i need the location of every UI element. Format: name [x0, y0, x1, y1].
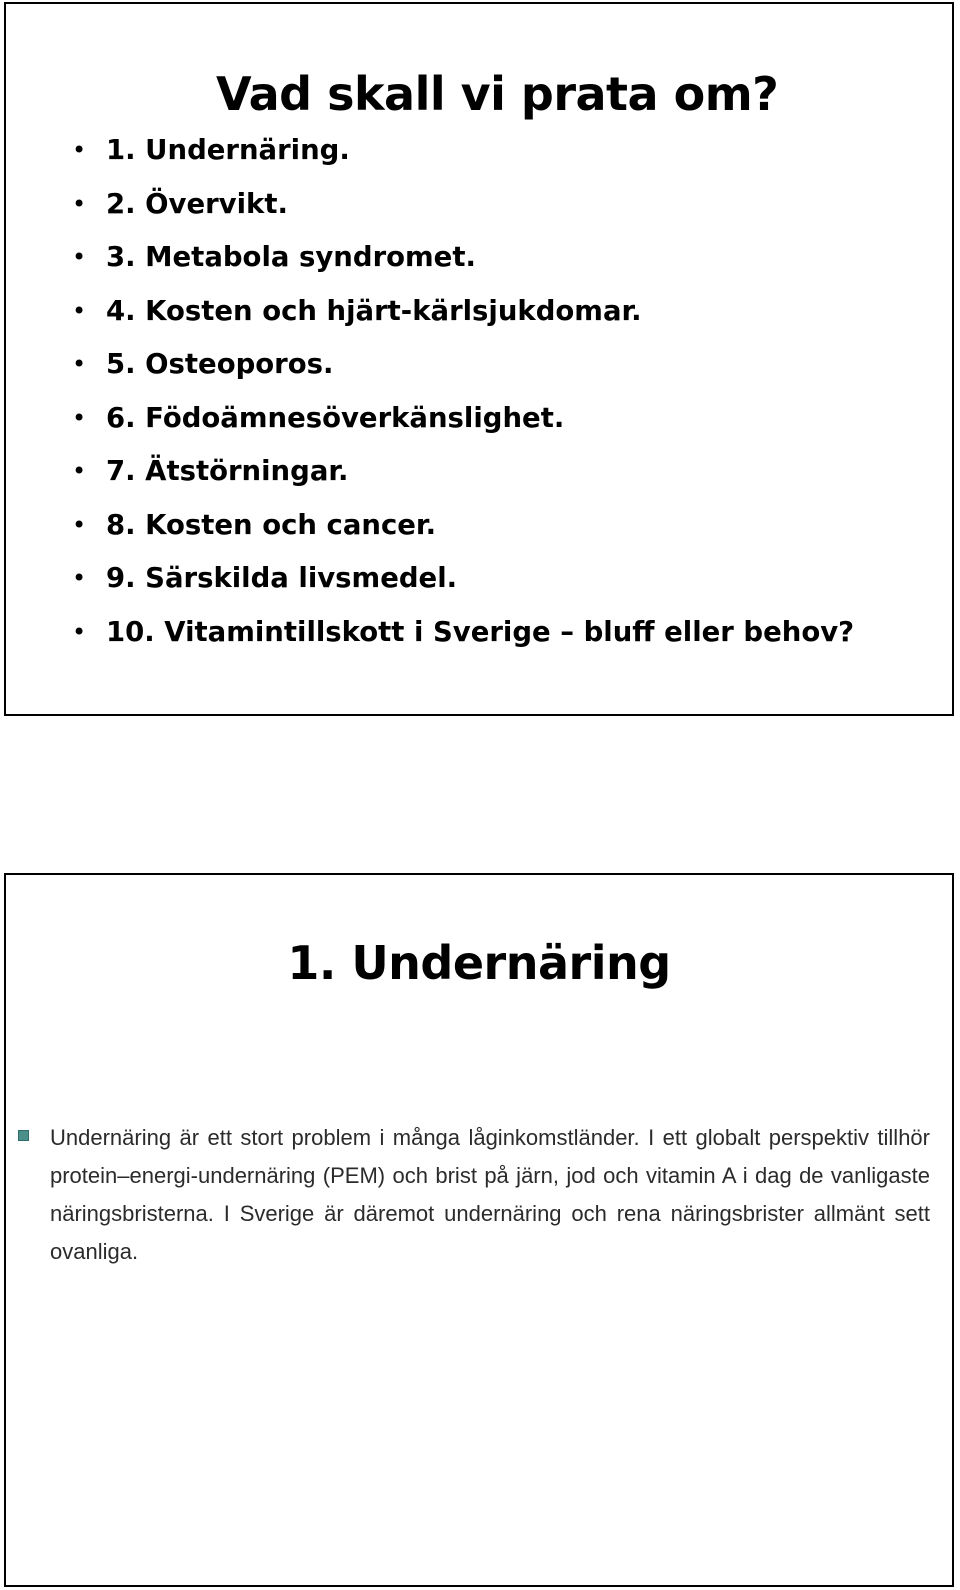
slide-undernaring [4, 873, 954, 1587]
agenda-item [68, 612, 854, 666]
bullet-icon: • [72, 403, 87, 432]
agenda-item [68, 130, 854, 184]
paragraph-text: Undernäring är ett stort problem i många låginkomstländer. I ett globalt perspektiv tillhör protein–energi-undernäring (PEM) och brist på järn, jod och vitamin A i dag de vanligaste näringsbristerna. I Sverige är däremot undernäring och rena näringsbrister allmänt sett ovanliga. [50, 1125, 930, 1264]
agenda-item-label: 8. Kosten och cancer. [106, 508, 437, 541]
agenda-list [68, 130, 854, 665]
agenda-item [68, 505, 854, 559]
agenda-item-label: 10. Vitamintillskott i Sverige – bluff eller behov? [106, 615, 855, 648]
slide-title: 1. Undernäring [287, 936, 671, 990]
slide-title: Vad skall vi prata om? [216, 67, 779, 121]
agenda-item-label: 6. Födoämnesöverkänslighet. [106, 401, 565, 434]
bullet-icon: • [72, 457, 87, 485]
bullet-icon: • [72, 350, 87, 378]
agenda-item-label: 2. Övervikt. [106, 187, 288, 220]
agenda-item [68, 558, 854, 612]
agenda-item-label: 7. Ätstörningar. [106, 455, 349, 487]
square-bullet-icon [18, 1130, 29, 1141]
bullet-icon: • [72, 243, 87, 271]
agenda-item-label: 9. Särskilda livsmedel. [106, 562, 458, 594]
agenda-item [68, 291, 854, 345]
agenda-item-label: 1. Undernäring. [106, 134, 350, 166]
bullet-icon: • [72, 564, 87, 592]
bullet-icon: • [72, 296, 87, 325]
bullet-icon: • [72, 189, 87, 218]
bullet-icon: • [72, 136, 87, 164]
bullet-icon: • [72, 510, 87, 539]
agenda-item-label: 5. Osteoporos. [106, 348, 334, 380]
bullet-icon: • [72, 617, 87, 646]
agenda-item [68, 237, 854, 291]
agenda-item-label: 3. Metabola syndromet. [106, 241, 476, 273]
agenda-item [68, 344, 854, 398]
agenda-item [68, 398, 854, 452]
bullet-paragraph [16, 1119, 946, 1271]
agenda-item [68, 184, 854, 238]
slide-agenda [4, 2, 954, 716]
agenda-item-label: 4. Kosten och hjärt-kärlsjukdomar. [106, 294, 642, 327]
agenda-item [68, 451, 854, 505]
